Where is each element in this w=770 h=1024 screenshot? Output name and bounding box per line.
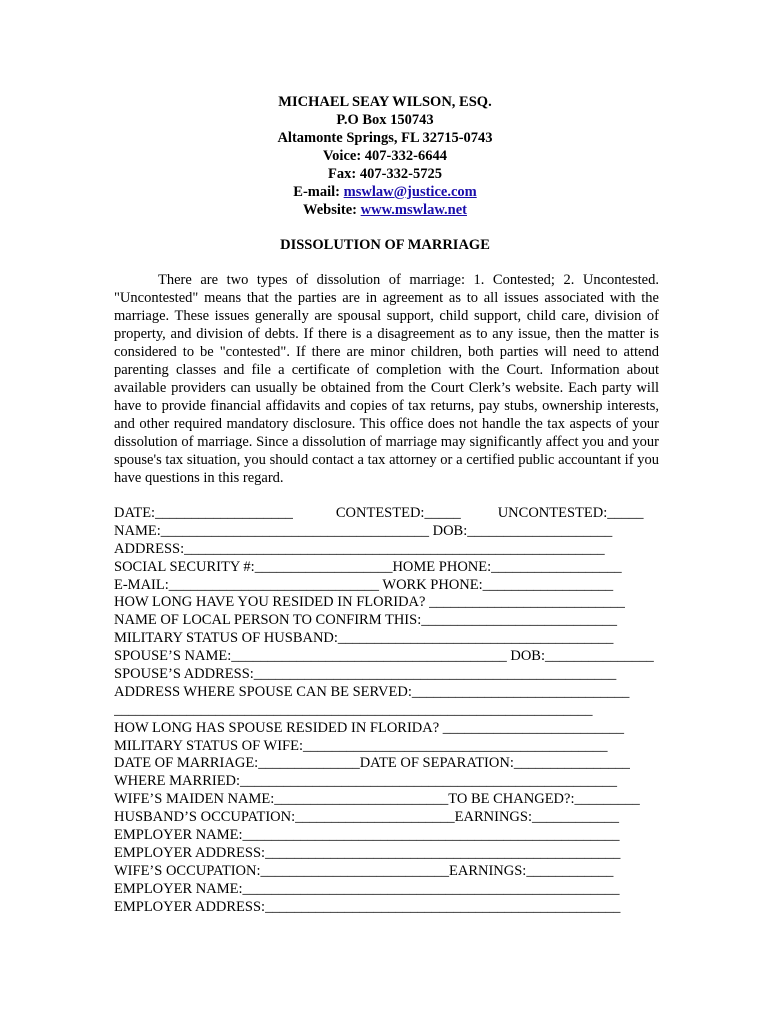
voice-number: Voice: 407-332-6644: [323, 148, 447, 164]
website-label: Website:: [303, 202, 361, 218]
letterhead: [0, 93, 770, 219]
spouse-name-field[interactable]: SPOUSE’S NAME:______________________________________ DOB:_______________: [114, 648, 654, 665]
intro-paragraph: [114, 271, 659, 487]
address-field[interactable]: ADDRESS:__________________________________________________________: [114, 540, 605, 557]
website-line: [0, 201, 770, 219]
employer-name-field[interactable]: EMPLOYER NAME:____________________________________________________: [114, 827, 620, 844]
marriage-separation-field[interactable]: DATE OF MARRIAGE:______________DATE OF SEPARATION:________________: [114, 755, 630, 772]
employer-address-field[interactable]: EMPLOYER ADDRESS:_________________________________________________: [114, 844, 621, 861]
served-address-field[interactable]: ADDRESS WHERE SPOUSE CAN BE SERVED:______________________________: [114, 683, 630, 700]
fax-number: Fax: 407-332-5725: [328, 166, 442, 182]
form-row-employer-name-1: [114, 827, 659, 845]
form-row-address: [114, 541, 659, 559]
form-row-military-wife: [114, 738, 659, 756]
form-row-employer-address-1: [114, 845, 659, 863]
wife-occupation-field[interactable]: WIFE’S OCCUPATION:__________________________EARNINGS:____________: [114, 862, 614, 879]
form-row-email: [114, 577, 659, 595]
form-row-date: [114, 505, 659, 523]
city-state-zip: Altamonte Springs, FL 32715-0743: [277, 130, 493, 146]
form-row-ssn: [114, 559, 659, 577]
date-field[interactable]: DATE:___________________: [114, 505, 293, 521]
email-link[interactable]: mswlaw@justice.com: [343, 184, 477, 200]
website-link[interactable]: www.mswlaw.net: [360, 202, 467, 218]
local-person-field[interactable]: NAME OF LOCAL PERSON TO CONFIRM THIS:___________________________: [114, 612, 617, 629]
served-address-continuation[interactable]: __________________________________________________________________: [114, 701, 593, 718]
form-row-resided: [114, 594, 659, 612]
form-row-husband-occupation: [114, 809, 659, 827]
form-row-spouse-resided: [114, 720, 659, 738]
name-dob-field[interactable]: NAME:_____________________________________ DOB:____________________: [114, 522, 613, 539]
form-row-maiden-name: [114, 791, 659, 809]
employer-name-field[interactable]: EMPLOYER NAME:____________________________________________________: [114, 880, 620, 897]
intro-paragraph-text: There are two types of dissolution of marriage: 1. Contested; 2. Uncontested. "Uncontested" means that the parties are in agreement as to all issues associated with the marriage. These issues generally are spousal support, child support, child care, division of property, and division of debts. If there is a disagreement as to any issue, then the matter is considered to be "contested". If there are minor children, both parties will need to attend parenting classes and file a certificate of completion with the Court. Information about available providers can usually be obtained from the Court Clerk’s website. Each party will have to provide financial affidavits and copies of tax returns, pay stubs, ownership interests, and other required mandatory disclosure. This office does not handle the tax aspects of your dissolution of marriage. Since a dissolution of marriage may significantly affect you and your spouse's tax situation, you should contact a tax attorney or a certified public accountant if you have questions in this regard.: [114, 272, 659, 486]
employer-address-field[interactable]: EMPLOYER ADDRESS:_________________________________________________: [114, 898, 621, 915]
email-label: E-mail:: [293, 184, 344, 200]
spouse-address-field[interactable]: SPOUSE’S ADDRESS:__________________________________________________: [114, 666, 617, 683]
document-title: DISSOLUTION OF MARRIAGE: [280, 237, 490, 253]
maiden-name-field[interactable]: WIFE’S MAIDEN NAME:________________________TO BE CHANGED?:_________: [114, 791, 640, 808]
form-row-spouse-address: [114, 666, 659, 684]
uncontested-field[interactable]: UNCONTESTED:_____: [497, 505, 644, 521]
form-row-dates: [114, 755, 659, 773]
attorney-name: MICHAEL SEAY WILSON, ESQ.: [278, 94, 492, 110]
military-wife-field[interactable]: MILITARY STATUS OF WIFE:__________________________________________: [114, 737, 608, 754]
resided-florida-field[interactable]: HOW LONG HAVE YOU RESIDED IN FLORIDA? ___________________________: [114, 594, 625, 611]
form-row-blank: [114, 702, 659, 720]
form-row-wife-occupation: [114, 863, 659, 881]
form-row-where-married: [114, 773, 659, 791]
form-row-employer-address-2: [114, 899, 659, 917]
husband-occupation-field[interactable]: HUSBAND’S OCCUPATION:______________________EARNINGS:____________: [114, 809, 619, 826]
military-husband-field[interactable]: MILITARY STATUS OF HUSBAND:______________________________________: [114, 630, 614, 647]
where-married-field[interactable]: WHERE MARRIED:____________________________________________________: [114, 773, 618, 790]
intake-form: [114, 505, 659, 916]
form-row-local-person: [114, 612, 659, 630]
po-box: P.O Box 150743: [336, 112, 434, 128]
form-row-employer-name-2: [114, 881, 659, 899]
form-row-served-address: [114, 684, 659, 702]
spouse-resided-field[interactable]: HOW LONG HAS SPOUSE RESIDED IN FLORIDA? _________________________: [114, 719, 625, 736]
ssn-home-phone-field[interactable]: SOCIAL SECURITY #:___________________HOME PHONE:__________________: [114, 558, 622, 575]
form-row-spouse-name: [114, 648, 659, 666]
form-row-military-husband: [114, 630, 659, 648]
form-row-name: [114, 523, 659, 541]
email-line: [0, 183, 770, 201]
contested-field[interactable]: CONTESTED:_____: [335, 505, 461, 521]
email-work-phone-field[interactable]: E-MAIL:_____________________________ WORK PHONE:__________________: [114, 576, 614, 593]
